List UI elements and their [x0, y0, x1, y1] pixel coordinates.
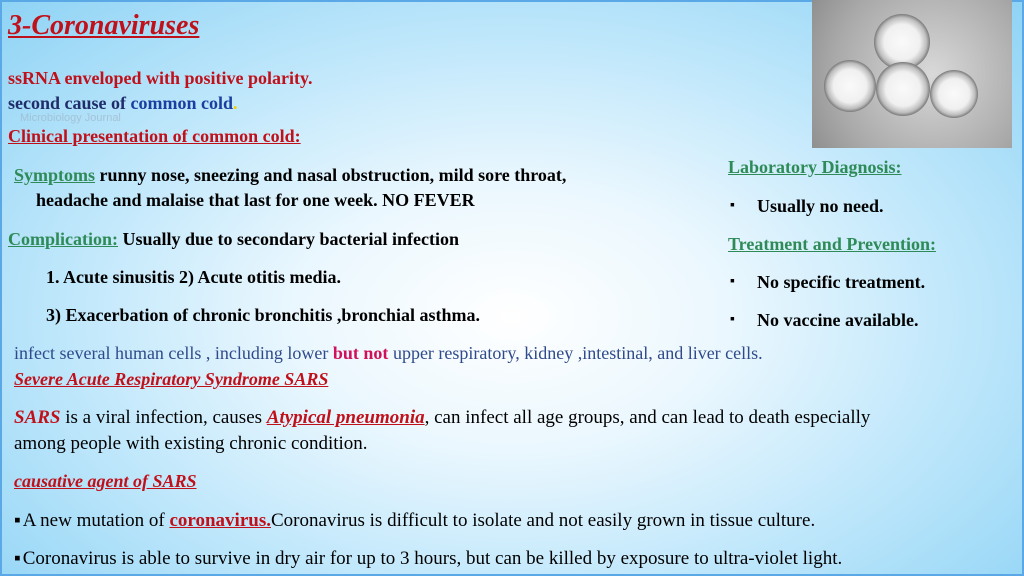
complication-item-2: 3) Exacerbation of chronic bronchitis ,bronchial asthma.	[46, 305, 481, 325]
intro-line-2-b: common cold	[130, 93, 233, 113]
symptoms-line-1	[14, 165, 566, 186]
sars-bullet-1-b: coronavirus.	[169, 510, 271, 531]
slide-title: 3-Coronaviruses	[8, 10, 200, 41]
sars-bullet-2-text: Coronavirus is able to survive in dry air for up to 3 hours, but can be killed by exposure to ultra-violet light.	[22, 548, 843, 569]
clinical-heading: Clinical presentation of common cold:	[8, 126, 301, 146]
intro-line-1: ssRNA enveloped with positive polarity.	[8, 68, 313, 88]
symptoms-text-1: runny nose, sneezing and nasal obstruction, mild sore throat,	[95, 165, 567, 185]
lab-item: Usually no need.	[757, 196, 884, 216]
infect-line	[14, 343, 763, 364]
infect-b: but not	[332, 343, 389, 363]
lab-diagnosis-heading: Laboratory Diagnosis:	[728, 157, 902, 177]
sars-bullet-1	[14, 510, 815, 532]
complication-item-1: 1. Acute sinusitis 2) Acute otitis media.	[46, 267, 341, 287]
treatment-heading: Treatment and Prevention:	[728, 234, 936, 254]
causative-agent-heading: causative agent of SARS	[14, 471, 197, 491]
treatment-item-1: No specific treatment.	[757, 272, 926, 292]
complication-label: Complication:	[8, 229, 118, 249]
bullet-square-icon: ▪	[730, 274, 735, 289]
sars-label: SARS	[14, 407, 61, 428]
sars-line-2: among people with existing chronic condition.	[14, 433, 368, 454]
sars-bullet-1-c: Coronavirus is difficult to isolate and not easily grown in tissue culture.	[270, 510, 816, 531]
sars-line-1	[14, 407, 870, 429]
treatment-item-2: No vaccine available.	[757, 310, 919, 330]
bullet-square-icon: ▪	[730, 198, 735, 213]
complication-line	[8, 229, 459, 250]
intro-line-2-a: second cause of	[8, 93, 131, 113]
coronavirus-micrograph-icon	[812, 0, 1012, 148]
complication-text: Usually due to secondary bacterial infection	[118, 229, 459, 249]
sars-text-1: is a viral infection, causes	[60, 407, 267, 428]
symptoms-label: Symptoms	[14, 165, 96, 185]
sars-text-2: , can infect all age groups, and can lead to death especially	[424, 407, 871, 428]
bullet-square-icon	[14, 510, 23, 531]
atypical-pneumonia: Atypical pneumonia	[266, 407, 425, 428]
intro-line-2	[8, 93, 238, 114]
watermark: Microbiology Journal	[20, 112, 121, 124]
intro-line-2-dot: .	[233, 93, 238, 113]
infect-a: infect several human cells , including lower	[14, 343, 333, 363]
bullet-square-icon	[14, 548, 23, 569]
infect-c: upper respiratory, kidney ,intestinal, and liver cells.	[388, 343, 763, 363]
symptoms-line-2: headache and malaise that last for one week. NO FEVER	[36, 190, 475, 210]
sars-bullet-2	[14, 548, 842, 570]
bullet-square-icon: ▪	[730, 312, 735, 327]
sars-bullet-1-a: A new mutation of	[22, 510, 170, 531]
sars-heading: Severe Acute Respiratory Syndrome SARS	[14, 369, 329, 389]
